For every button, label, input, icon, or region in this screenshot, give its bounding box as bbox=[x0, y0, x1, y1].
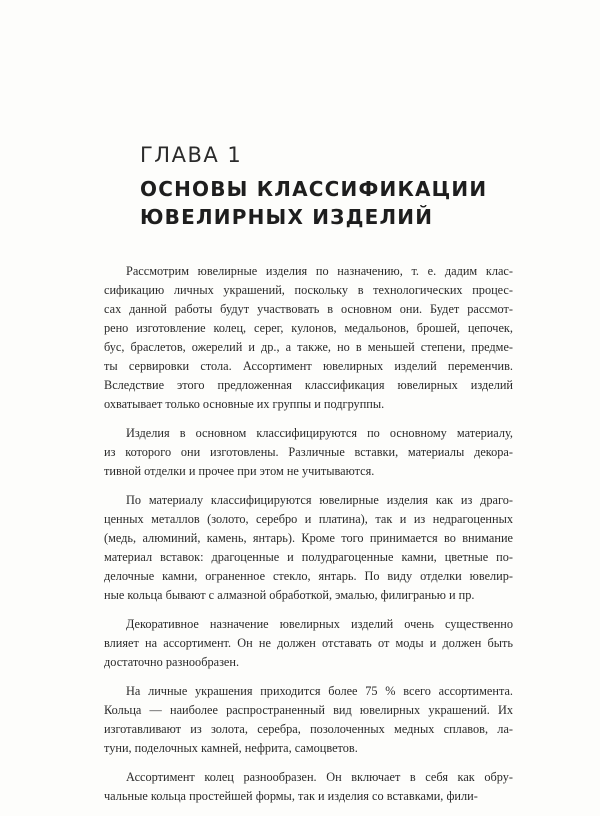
chapter-title-line: ЮВЕЛИРНЫХ ИЗДЕЛИЙ bbox=[140, 205, 434, 229]
paragraph bbox=[104, 682, 513, 758]
paragraph bbox=[104, 424, 513, 481]
paragraph bbox=[104, 768, 513, 806]
text-line: бус, браслетов, ожерелий и др., а также, но в меньшей степени, предме- bbox=[104, 340, 513, 354]
text-line: (медь, алюминий, камень, янтарь). Кроме того принимается во внимание bbox=[104, 531, 513, 545]
text-line: ты сервировки стола. Ассортимент ювелирных изделий переменчив. bbox=[104, 359, 513, 373]
text-line: ценных металлов (золото, серебро и платина), так и из недрагоценных bbox=[104, 512, 513, 526]
text-line: Вследствие этого предложенная классификация ювелирных изделий bbox=[104, 378, 513, 392]
text-line: Рассмотрим ювелирные изделия по назначению, т. е. дадим клас- bbox=[126, 264, 513, 278]
body-text bbox=[104, 262, 513, 816]
text-line: тивной отделки и прочее при этом не учитываются. bbox=[104, 464, 375, 478]
text-line: рено изготовление колец, серег, кулонов, медальонов, брошей, цепочек, bbox=[104, 321, 513, 335]
text-line: Декоративное назначение ювелирных изделий очень существенно bbox=[126, 617, 513, 631]
paragraph bbox=[104, 615, 513, 672]
text-line: ные кольца бывают с алмазной обработкой, эмалью, филигранью и пр. bbox=[104, 588, 475, 602]
text-line: Кольца — наиболее распространенный вид ювелирных украшений. Их bbox=[104, 703, 513, 717]
text-line: На личные украшения приходится более 75 % всего ассортимента. bbox=[126, 684, 513, 698]
text-line: из которого они изготовлены. Различные вставки, материалы декора- bbox=[104, 445, 513, 459]
text-line: изготавливают из золота, серебра, позолоченных медных сплавов, ла- bbox=[104, 722, 513, 736]
text-line: влияет на ассортимент. Он не должен отставать от моды и должен быть bbox=[104, 636, 513, 650]
text-line: сах данной работы будут участвовать в основном они. Будет рассмот- bbox=[104, 302, 513, 316]
chapter-title-line: ОСНОВЫ КЛАССИФИКАЦИИ bbox=[140, 177, 488, 201]
text-line: охватывает только основные их группы и подгруппы. bbox=[104, 397, 385, 411]
chapter-title bbox=[140, 175, 487, 231]
text-line: делочные камни, ограненное стекло, янтарь. По виду отделки ювелир- bbox=[104, 569, 513, 583]
text-line: Изделия в основном классифицируются по основному материалу, bbox=[126, 426, 513, 440]
text-line: достаточно разнообразен. bbox=[104, 655, 240, 669]
chapter-label: ГЛАВА 1 bbox=[140, 143, 243, 167]
text-line: материал вставок: драгоценные и полудрагоценные камни, цветные по- bbox=[104, 550, 513, 564]
text-line: чальные кольца простейшей формы, так и изделия со вставками, фили- bbox=[104, 789, 478, 803]
paragraph bbox=[104, 491, 513, 605]
text-line: Ассортимент колец разнообразен. Он включает в себя как обру- bbox=[126, 770, 513, 784]
text-line: туни, поделочных камней, нефрита, самоцветов. bbox=[104, 741, 358, 755]
text-line: По материалу классифицируются ювелирные изделия как из драго- bbox=[126, 493, 513, 507]
text-line: сификацию личных украшений, поскольку в технологических процес- bbox=[104, 283, 513, 297]
paragraph bbox=[104, 262, 513, 414]
